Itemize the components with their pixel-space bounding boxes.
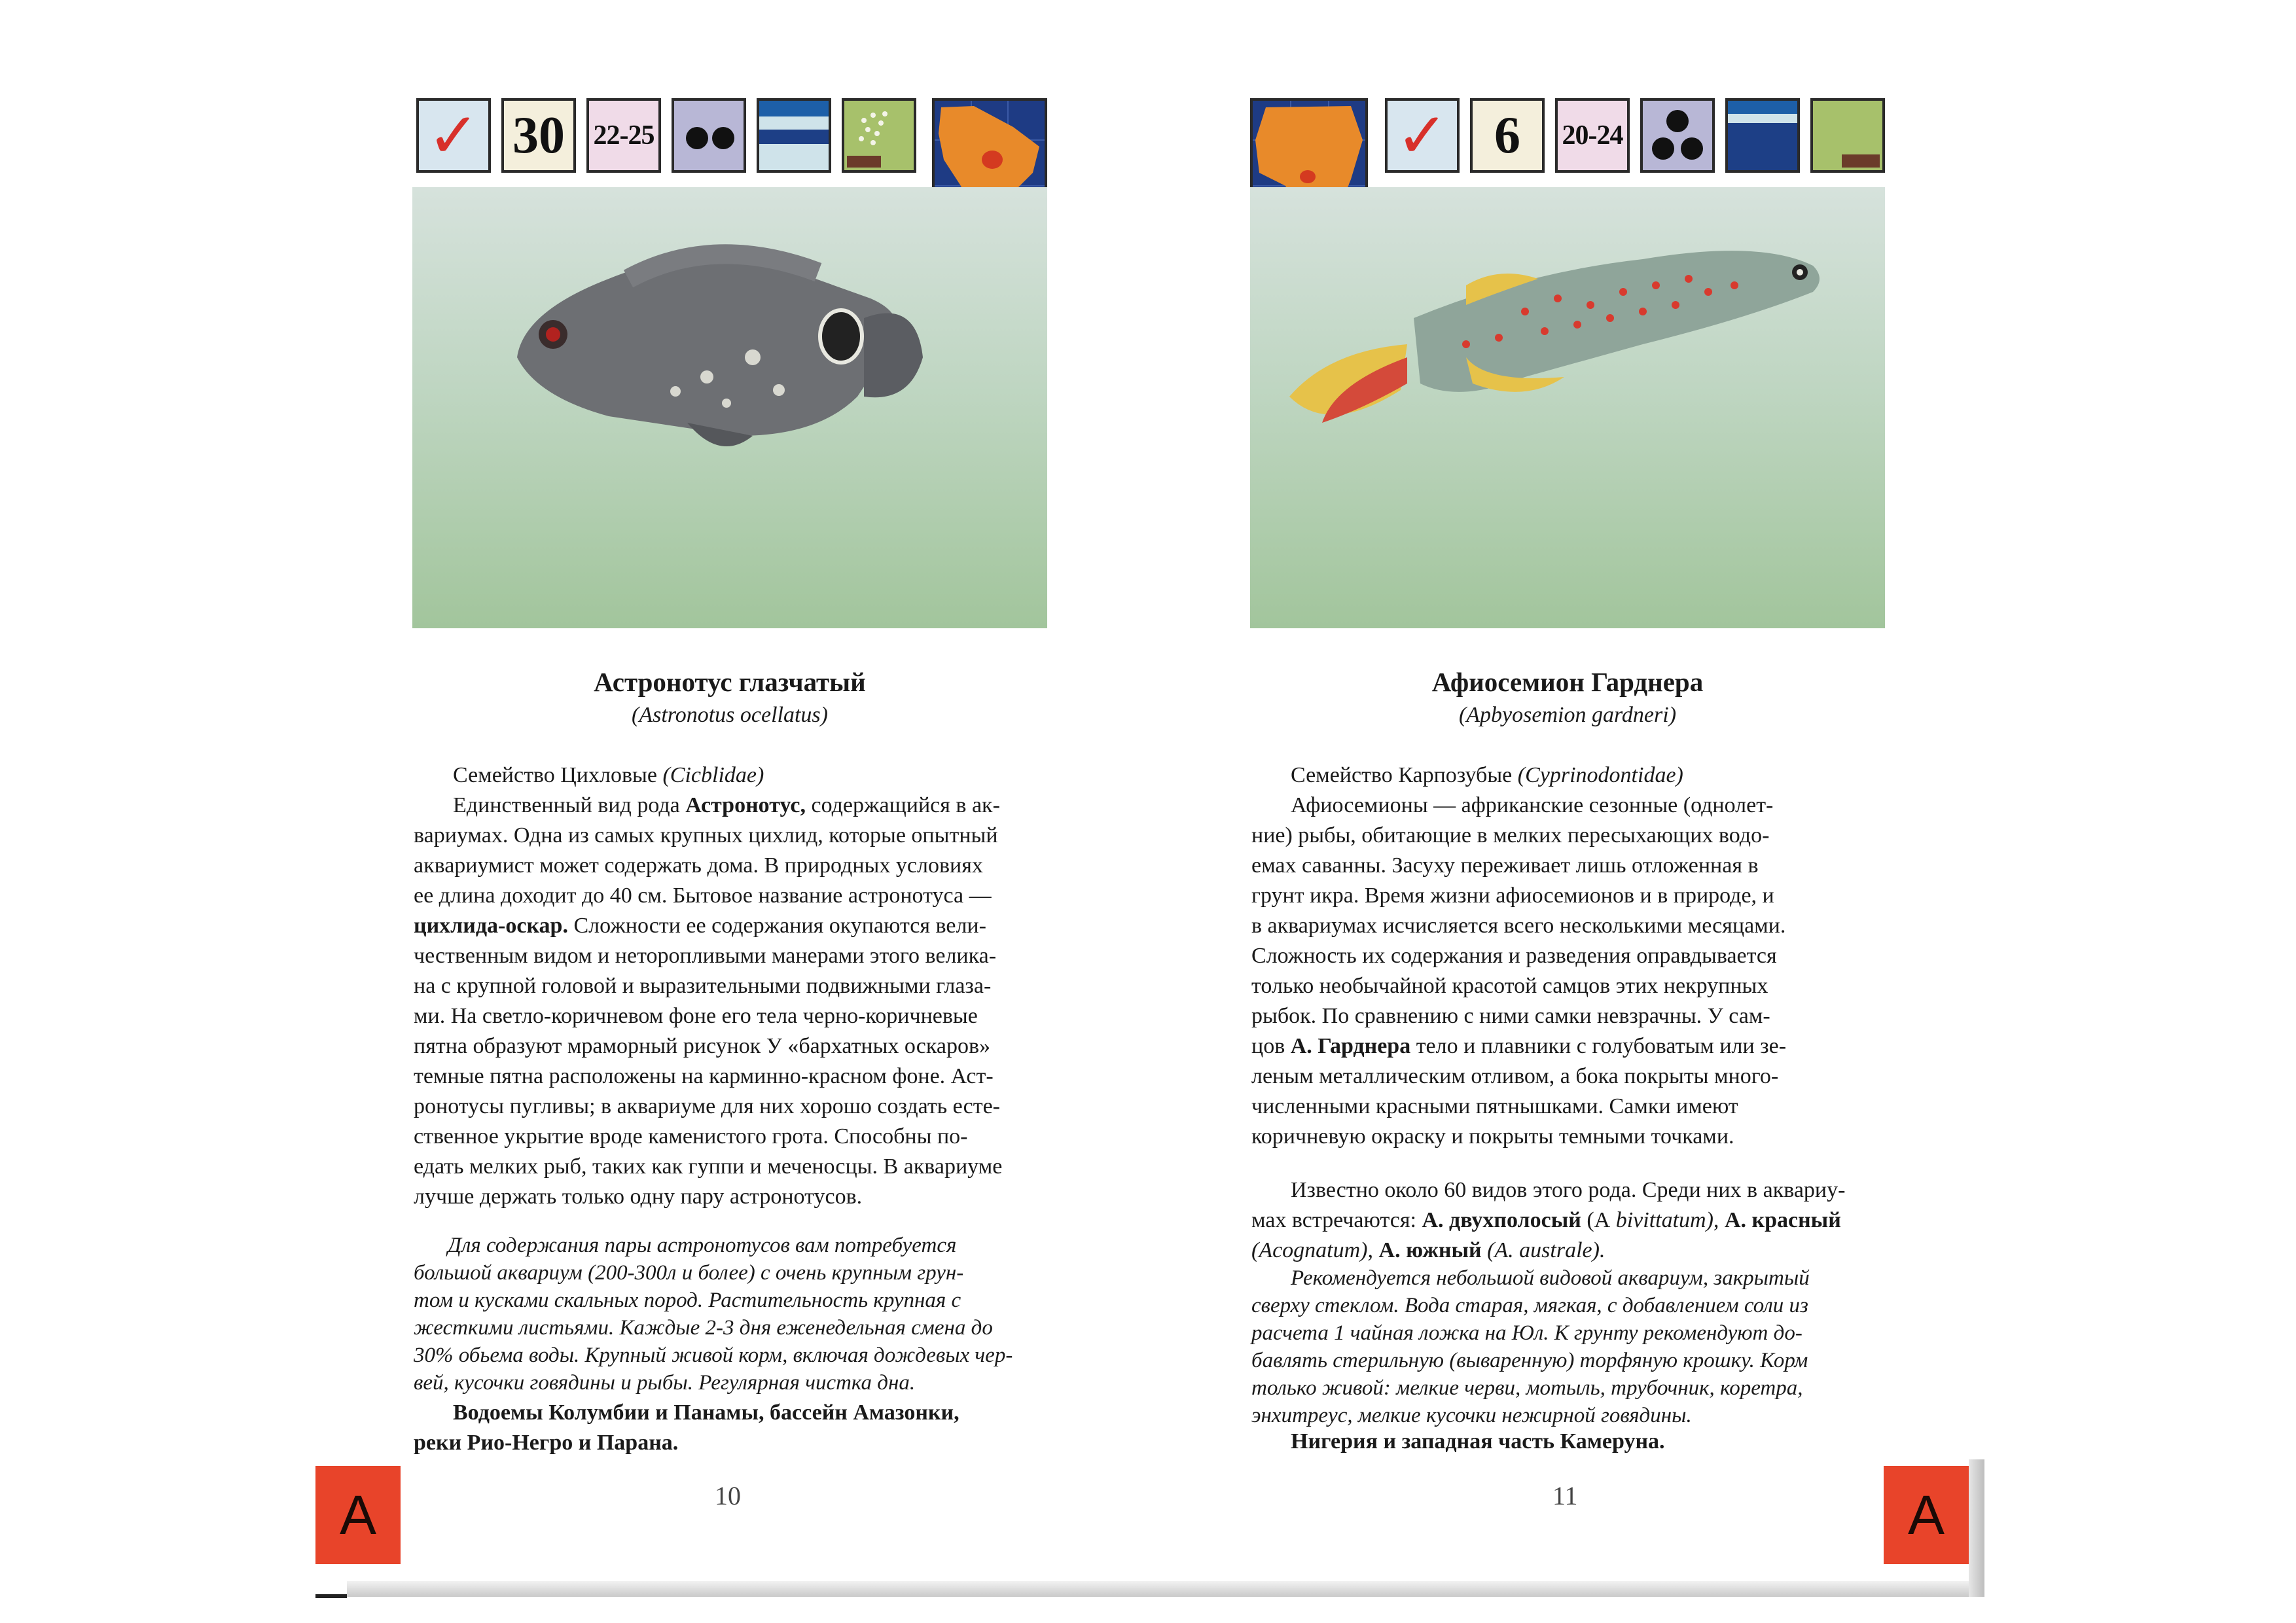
care-line: бавлять стерильную (вываренную) торфяную крошку. Корм [1251,1349,1808,1372]
page-side-edge [1969,1459,1984,1597]
text-line: пятна образуют мраморный рисунок У «бархатных оскаров» [414,1034,991,1058]
text-line: ронотусы пугливы; в аквариуме для них хорошо создать есте- [414,1094,1000,1118]
species-title: Астронотус глазчатый [594,667,866,697]
text-line: чественным видом и неторопливыми манерами этого велика- [414,944,997,968]
care-line: большой аквариум (200-300л и более) с очень крупным грун- [414,1261,964,1285]
care-line: только живой: мелкие черви, мотыль, трубочник, коретра, [1251,1376,1803,1400]
text-line: грунт икра. Время жизни афиосемионов и в природе, и [1251,883,1774,908]
temperature-badge: 20-24 [1555,98,1630,173]
text-line: ственное укрытие вроде каменистого грота. Способны по- [414,1124,968,1149]
care-line: сверху стеклом. Вода старая, мягкая, с добавлением соли из [1251,1294,1808,1317]
suitable-check-icon: ✓ [416,98,491,173]
page-number: 11 [1552,1481,1578,1510]
page-number: 10 [715,1481,741,1510]
text-line: леным металлическим отливом, а бока покрыты много- [1251,1064,1779,1088]
page-bottom-edge [347,1581,1983,1597]
habitat-line: Водоемы Колумбии и Панамы, бассейн Амазонки, [453,1400,960,1425]
alphabet-tab: A [1884,1466,1969,1564]
text-line: Сложность их содержания и разведения оправдывается [1251,944,1777,968]
deep-water-icon [1725,98,1800,173]
habitat-line: реки Рио-Негро и Парана. [414,1431,679,1455]
text-line: рыбок. По сравнению с ними самки невзрачны. У сам- [1251,1004,1770,1028]
astronotus-photo [412,187,1047,628]
text-line: цихлида-оскар. Сложности ее содержания окупаются вели- [414,914,986,938]
text-line: в аквариумах исчисляется всего несколькими месяцами. [1251,914,1786,938]
habitat-line: Нигерия и западная часть Камеруна. [1291,1429,1665,1454]
species-line: (Acognatum), А. южный (A. australe). [1251,1238,1605,1262]
corner-mark [315,1594,347,1598]
care-line: том и кусками скальных пород. Растительность крупная с [414,1289,961,1312]
fish-size-badge: 6 [1470,98,1545,173]
text-line: темные пятна расположены на карминно-красном фоне. Аст- [414,1064,994,1088]
text-line: только необычайной красотой самцов этих некрупных [1251,974,1768,998]
fish-size-badge: 30 [501,98,576,173]
text-line: лучше держать только одну пару астронотусов. [414,1185,863,1209]
plants-icon [842,98,916,173]
text-line: цов А. Гарднера тело и плавники с голубоватым или зе- [1251,1034,1787,1058]
temperature-badge: 22-25 [586,98,661,173]
care-line: энхитреус, мелкие кусочки нежирной говядины. [1251,1404,1692,1427]
text-line: на с крупной головой и выразительными подвижными глаза- [414,974,992,998]
text-line: Афиосемионы — африканские сезонные (однолет- [1291,793,1774,817]
text-line: емах саванны. Засуху переживает лишь отложенная в [1251,853,1759,878]
text-line: Единственный вид рода Астронотус, содержащийся в ак- [453,793,1000,817]
family-line: Семейство Карпозубые (Cyprinodontidae) [1291,763,1683,787]
care-line: жесткими листьями. Каждые 2-3 дня еженедельная смена до [414,1316,993,1340]
text-line: ние) рыбы, обитающие в мелких пересыхающих водо- [1251,823,1770,847]
suitable-check-icon: ✓ [1385,98,1460,173]
aphyosemion-photo [1250,187,1885,628]
text-line: ми. На светло-коричневом фоне его тела черно-коричневые [414,1004,978,1028]
text-line: коричневую окраску и покрыты темными точками. [1251,1124,1734,1149]
two-dots-icon [672,98,746,173]
care-line: расчета 1 чайная ложка на Юл. К грунту рекомендуют до- [1251,1321,1803,1345]
mid-water-icon [757,98,831,173]
family-line: Семейство Цихловые (Cicblidae) [453,763,764,787]
care-line: 30% обьема воды. Крупный живой корм, включая дождевых чер- [414,1344,1013,1367]
text-line: ее длина доходит до 40 см. Бытовое название астронотуса — [414,883,992,908]
species-title: Афиосемион Гарднера [1431,667,1704,697]
three-dots-icon [1640,98,1715,173]
care-line: Для содержания пары астронотусов вам потребуется [448,1234,957,1257]
text-line: численными красными пятнышками. Самки имеют [1251,1094,1738,1118]
species-latin-name: (Apbyosemion gardneri) [1458,703,1677,727]
alphabet-tab: A [315,1466,401,1564]
plants-icon [1810,98,1885,173]
text-line: едать мелких рыб, таких как гуппи и меченосцы. В аквариуме [414,1154,1003,1179]
species-line: мах встречаются: А. двухполосый (А bivittatum), А. красный [1251,1208,1841,1232]
care-line: вей, кусочки говядины и рыбы. Регулярная чистка дна. [414,1371,916,1395]
text-line: аквариумист может содержать дома. В природных условиях [414,853,983,878]
text-line: вариумах. Одна из самых крупных цихлид, которые опытный [414,823,998,847]
care-line: Рекомендуется небольшой видовой аквариум, закрытый [1291,1266,1810,1290]
species-line: Известно около 60 видов этого рода. Среди них в аквариу- [1291,1178,1846,1202]
species-latin-name: (Astronotus ocellatus) [632,703,828,727]
